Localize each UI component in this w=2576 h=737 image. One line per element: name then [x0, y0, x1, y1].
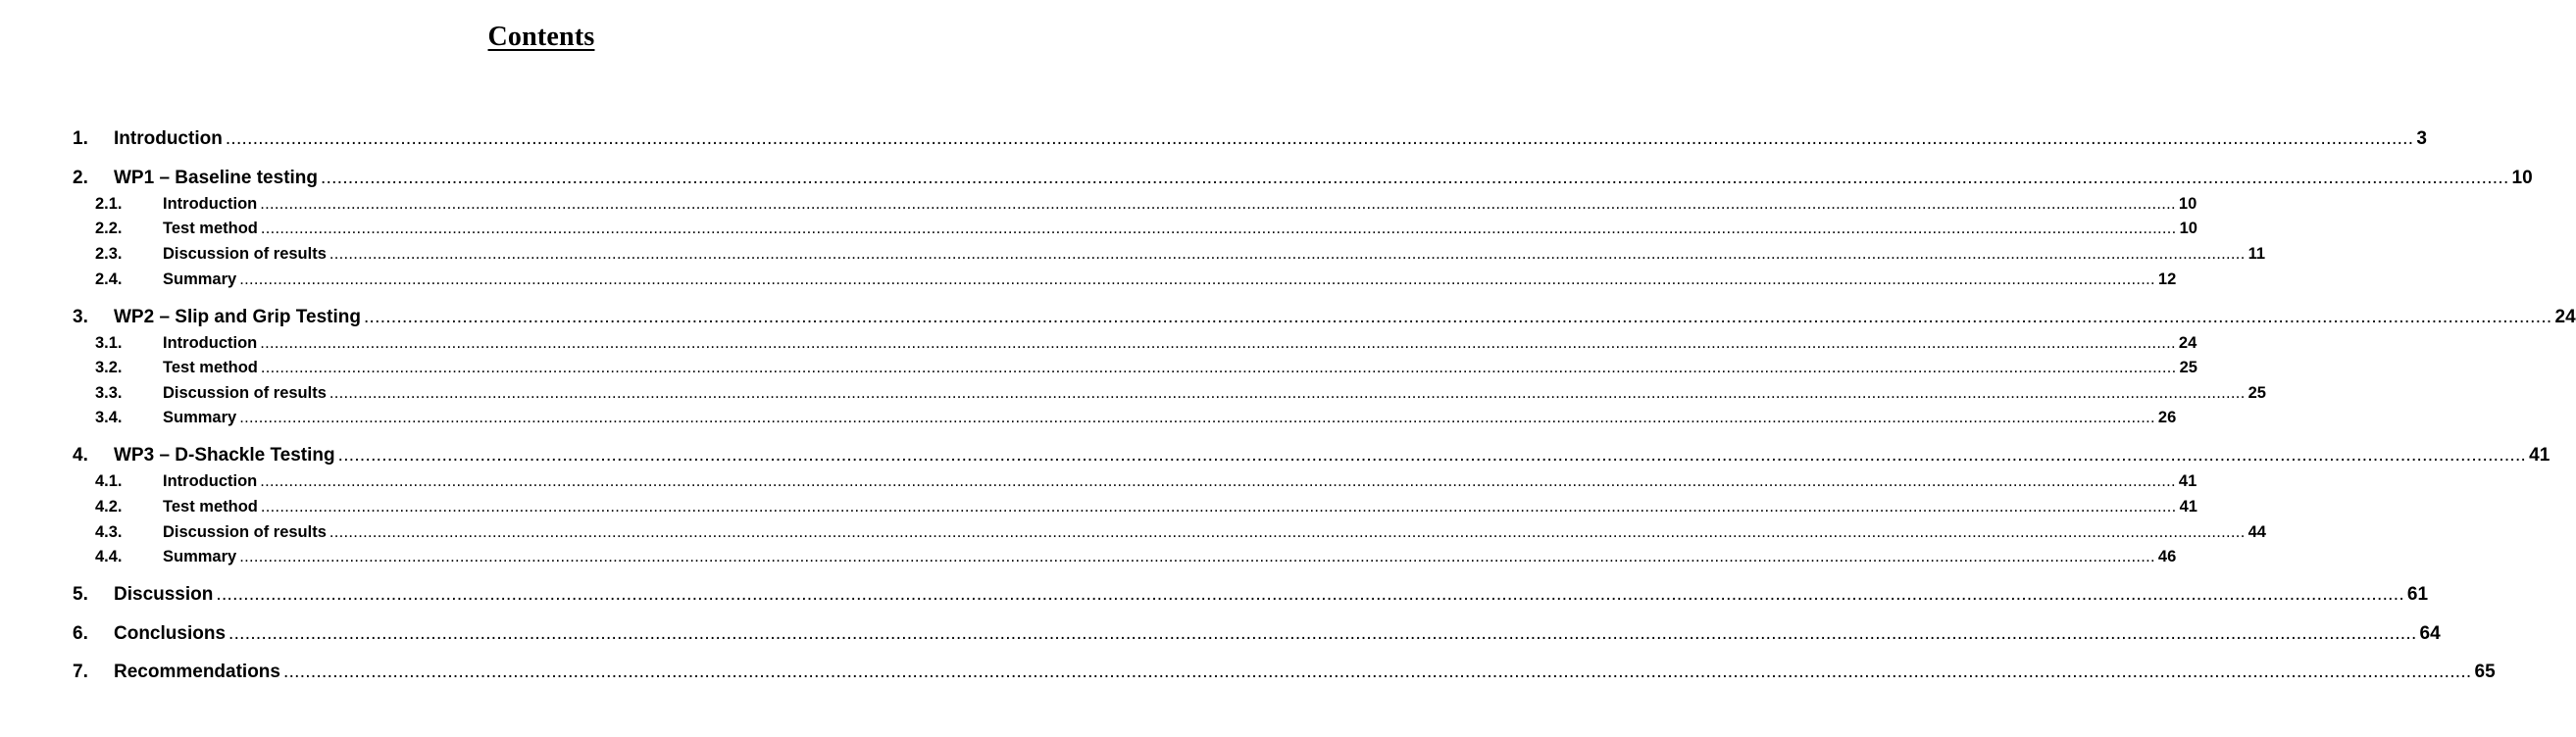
toc-entry-page-number: 25 [2248, 384, 2266, 402]
toc-entry-number: 3.3. [95, 384, 123, 402]
toc-entry-number: 4.2. [95, 498, 123, 516]
toc-entry-label: Discussion of results [163, 245, 327, 263]
toc-entry-number: 5. [73, 584, 88, 605]
toc-entry-page-number: 64 [2419, 623, 2441, 644]
toc-entry-number: 1. [73, 128, 88, 149]
toc-entry-label: Summary [163, 270, 237, 288]
toc-entry-label: Introduction [114, 128, 223, 149]
toc-entry-number: 3.1. [95, 334, 123, 352]
toc-entry-label: Summary [163, 548, 237, 565]
toc-entry-label: WP2 – Slip and Grip Testing [114, 307, 361, 327]
toc-entry[interactable] [73, 168, 2533, 191]
toc-entry[interactable] [95, 359, 2197, 380]
toc-entry-label: Recommendations [114, 662, 280, 682]
dot-leader: ................................................................................................................................................................................................................................................................................................................................................................................................................ [363, 307, 2552, 327]
dot-leader: ................................................................................................................................................................................................................................................................................................................................................................................................................ [260, 472, 2176, 490]
toc-entry-page-number: 12 [2157, 270, 2177, 288]
toc-entry-number: 4.4. [95, 548, 123, 565]
toc-entry[interactable] [95, 523, 2266, 545]
toc-entry-page-number: 3 [2416, 128, 2427, 149]
toc-entry-page-number: 46 [2157, 548, 2177, 565]
toc-entry-page-number: 10 [2178, 195, 2197, 213]
dot-leader: ................................................................................................................................................................................................................................................................................................................................................................................................................ [260, 195, 2176, 213]
toc-entry-page-number: 61 [2406, 584, 2429, 605]
toc-entry-number: 4.3. [95, 523, 123, 541]
toc-entry-number: 2. [73, 168, 88, 188]
toc-entry-number: 6. [73, 623, 88, 644]
toc-entry-label: Introduction [163, 472, 258, 490]
toc-entry[interactable] [95, 472, 2197, 494]
toc-entry-page-number: 10 [2179, 220, 2197, 237]
dot-leader: ................................................................................................................................................................................................................................................................................................................................................................................................................ [260, 334, 2176, 352]
toc-entry-label: Conclusions [114, 623, 227, 644]
toc-entry[interactable] [73, 662, 2496, 685]
dot-leader: ................................................................................................................................................................................................................................................................................................................................................................................................................ [328, 384, 2246, 402]
toc-entry-label: WP3 – D-Shackle Testing [114, 445, 335, 466]
toc-entry[interactable] [95, 498, 2197, 519]
toc-entry-number: 4.1. [95, 472, 123, 490]
dot-leader: ................................................................................................................................................................................................................................................................................................................................................................................................................ [239, 409, 2155, 426]
toc-entry[interactable] [73, 623, 2441, 647]
toc-entry-label: Introduction [163, 334, 258, 352]
toc-entry-page-number: 25 [2179, 359, 2197, 376]
toc-entry-page-number: 41 [2178, 472, 2197, 490]
dot-leader: ................................................................................................................................................................................................................................................................................................................................................................................................................ [216, 584, 2404, 605]
toc-entry[interactable] [95, 245, 2266, 267]
toc-entry[interactable] [95, 220, 2197, 241]
toc-entry-label: Discussion of results [163, 384, 327, 402]
toc-entry[interactable] [73, 128, 2427, 152]
toc-entry-page-number: 24 [2178, 334, 2197, 352]
toc-entry-label: Summary [163, 409, 237, 426]
toc-entry-label: Discussion [114, 584, 214, 605]
dot-leader: ................................................................................................................................................................................................................................................................................................................................................................................................................ [337, 445, 2527, 466]
toc-entry[interactable] [95, 384, 2266, 406]
toc-entry-number: 2.1. [95, 195, 123, 213]
dot-leader: ................................................................................................................................................................................................................................................................................................................................................................................................................ [239, 270, 2155, 288]
dot-leader: ................................................................................................................................................................................................................................................................................................................................................................................................................ [228, 623, 2417, 644]
toc-entry-label: Introduction [163, 195, 258, 213]
toc-entry-page-number: 65 [2474, 662, 2496, 682]
toc-entry-page-number: 44 [2248, 523, 2266, 541]
toc-entry[interactable] [73, 307, 2576, 330]
toc-entry-label: Discussion of results [163, 523, 327, 541]
toc-entry-number: 4. [73, 445, 88, 466]
dot-leader: ................................................................................................................................................................................................................................................................................................................................................................................................................ [260, 359, 2177, 376]
dot-leader: ................................................................................................................................................................................................................................................................................................................................................................................................................ [328, 245, 2246, 263]
dot-leader: ................................................................................................................................................................................................................................................................................................................................................................................................................ [260, 220, 2177, 237]
toc-entry-page-number: 24 [2554, 307, 2576, 327]
toc-entry-label: WP1 – Baseline testing [114, 168, 319, 188]
dot-leader: ................................................................................................................................................................................................................................................................................................................................................................................................................ [239, 548, 2155, 565]
dot-leader: ................................................................................................................................................................................................................................................................................................................................................................................................................ [260, 498, 2177, 516]
toc-entry-number: 3.4. [95, 409, 123, 426]
toc-entry-number: 3. [73, 307, 88, 327]
dot-leader: ................................................................................................................................................................................................................................................................................................................................................................................................................ [225, 128, 2414, 149]
dot-leader: ................................................................................................................................................................................................................................................................................................................................................................................................................ [282, 662, 2472, 682]
toc-entry[interactable] [95, 548, 2177, 569]
toc-entry-number: 7. [73, 662, 88, 682]
toc-entry[interactable] [73, 445, 2551, 468]
toc-entry-page-number: 10 [2511, 168, 2533, 188]
toc-entry-number: 2.2. [95, 220, 123, 237]
toc-entry-label: Test method [163, 359, 258, 376]
toc-entry[interactable] [73, 584, 2429, 608]
toc-entry-label: Test method [163, 498, 258, 516]
page-title: Contents [487, 22, 595, 52]
toc-entry-page-number: 11 [2248, 245, 2266, 263]
toc-entry[interactable] [95, 270, 2177, 292]
toc-entry-page-number: 26 [2157, 409, 2177, 426]
toc-entry[interactable] [95, 334, 2197, 356]
toc-entry[interactable] [95, 409, 2177, 430]
dot-leader: ................................................................................................................................................................................................................................................................................................................................................................................................................ [321, 168, 2509, 188]
toc-entry[interactable] [95, 195, 2197, 217]
toc-entry-number: 3.2. [95, 359, 123, 376]
toc-entry-page-number: 41 [2179, 498, 2197, 516]
dot-leader: ................................................................................................................................................................................................................................................................................................................................................................................................................ [328, 523, 2246, 541]
toc-entry-label: Test method [163, 220, 258, 237]
toc-entry-number: 2.4. [95, 270, 123, 288]
toc-entry-number: 2.3. [95, 245, 123, 263]
toc-entry-page-number: 41 [2529, 445, 2551, 466]
